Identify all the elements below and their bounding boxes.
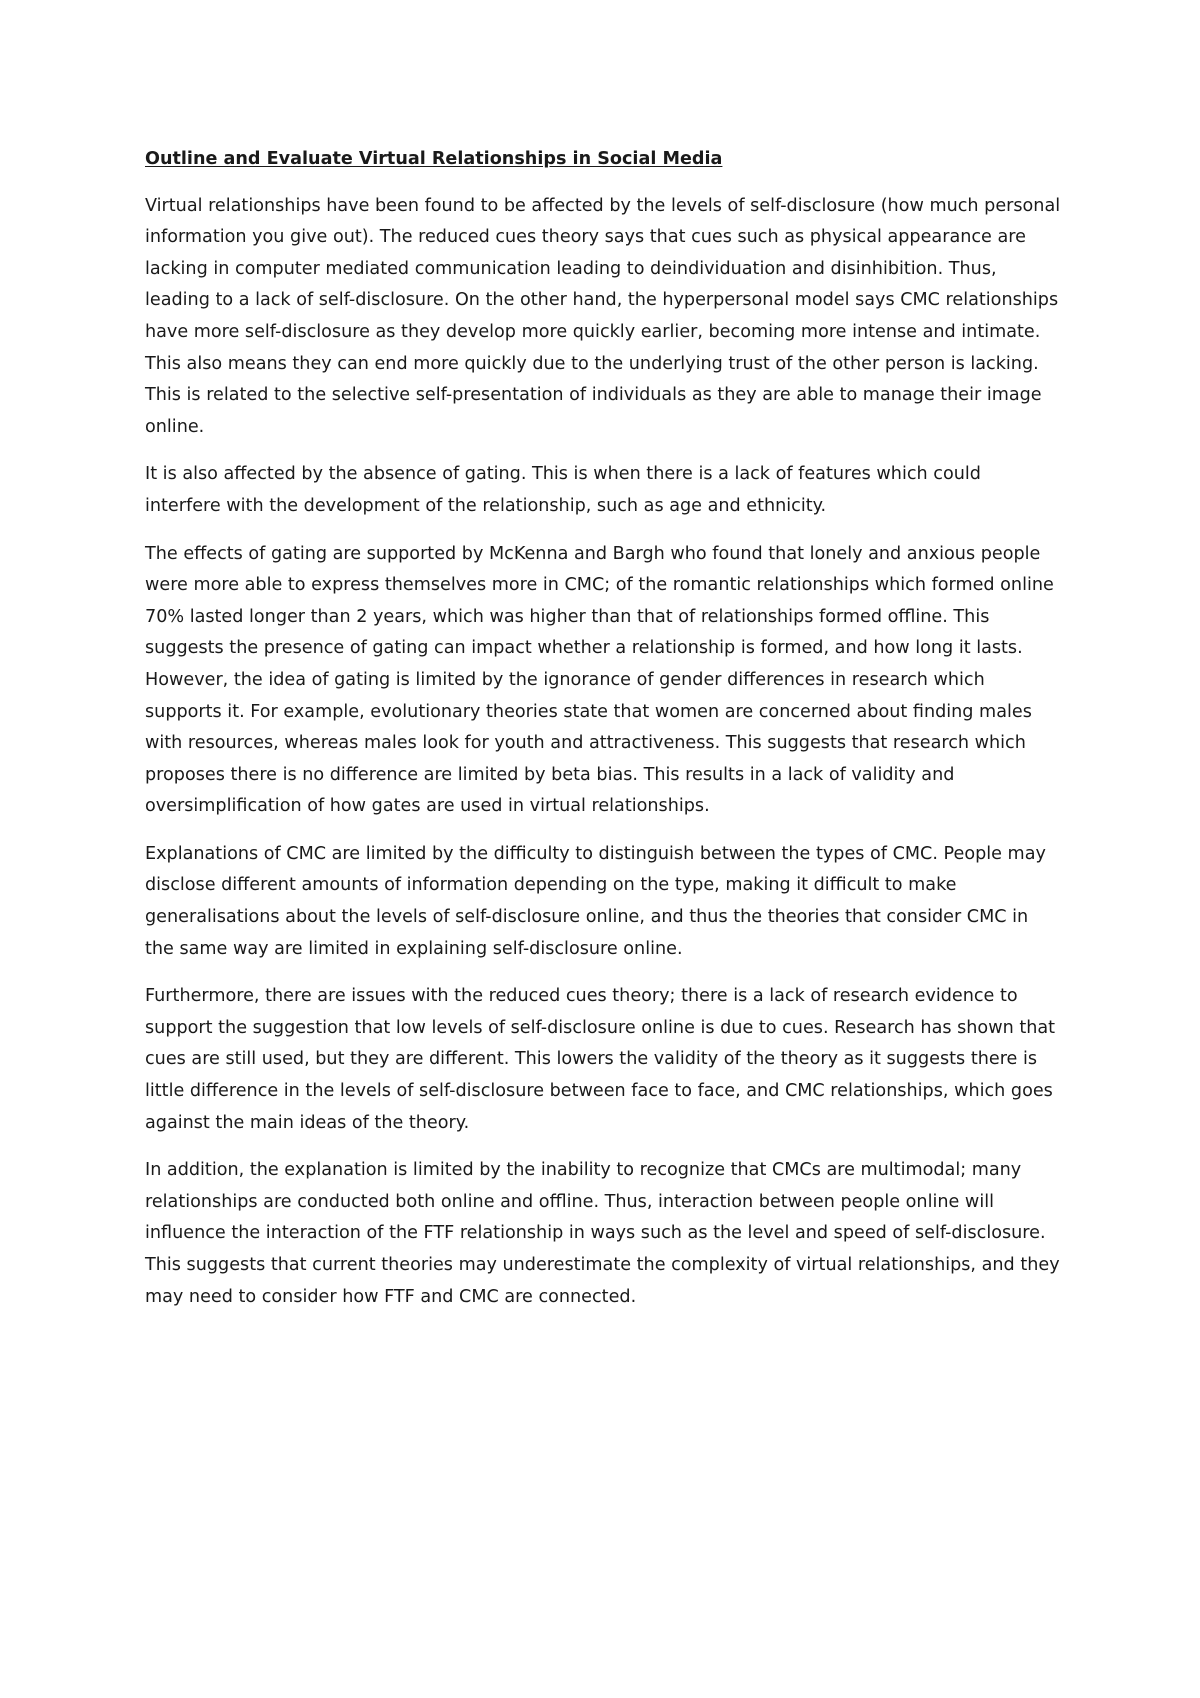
document-body — [145, 144, 1061, 1329]
paragraph-gating-research: The effects of gating are supported by McKenna and Bargh who found that lonely and anxious people were more able to express themselves more in CMC; of the romantic relationships which formed online 70% lasted longer than 2 years, which was higher than that of relationships formed offline. This suggests the presence of gating can impact whether a relationship is formed, and how long it lasts. However, the idea of gating is limited by the ignorance of gender differences in research which supports it. For example, evolutionary theories state that women are concerned about finding males with resources, whereas males look for youth and attractiveness. This suggests that research which proposes there is no difference are limited by beta bias. This results in a lack of validity and oversimplification of how gates are used in virtual relationships. — [145, 543, 1054, 817]
paragraph-absence-of-gating: It is also affected by the absence of gating. This is when there is a lack of features which could interfere with the development of the relationship, such as age and ethnicity. — [145, 464, 981, 516]
document-title: Outline and Evaluate Virtual Relationships in Social Media — [145, 149, 723, 169]
paragraph-multimodal: In addition, the explanation is limited by the inability to recognize that CMCs are multimodal; many relationships are conducted both online and offline. Thus, interaction between people online will influence the interaction of the FTF relationship in ways such as the level and speed of self-disclosure. This suggests that current theories may underestimate the complexity of virtual relationships, and they may need to consider how FTF and CMC are connected. — [145, 1160, 1060, 1307]
paragraph-cmc-types: Explanations of CMC are limited by the difficulty to distinguish between the types of CMC. People may disclose different amounts of information depending on the type, making it difficult to make generalisations about the levels of self-disclosure online, and thus the theories that consider CMC in the same way are limited in explaining self-disclosure online. — [145, 843, 1046, 959]
paragraph-self-disclosure: Virtual relationships have been found to be affected by the levels of self-disclosure (how much personal information you give out). The reduced cues theory says that cues such as physical appearance are lacking in computer mediated communication leading to deindividuation and disinhibition. Thus, leading to a lack of self-disclosure. On the other hand, the hyperpersonal model says CMC relationships have more self-disclosure as they develop more quickly earlier, becoming more intense and intimate. This also means they can end more quickly due to the underlying trust of the other person is lacking. This is related to the selective self-presentation of individuals as they are able to manage their image online. — [145, 195, 1061, 437]
paragraph-reduced-cues-issues: Furthermore, there are issues with the reduced cues theory; there is a lack of research evidence to support the suggestion that low levels of self-disclosure online is due to cues. Research has shown that cues are still used, but they are different. This lowers the validity of the theory as it suggests there is little difference in the levels of self-disclosure between face to face, and CMC relationships, which goes against the main ideas of the theory. — [145, 986, 1056, 1133]
